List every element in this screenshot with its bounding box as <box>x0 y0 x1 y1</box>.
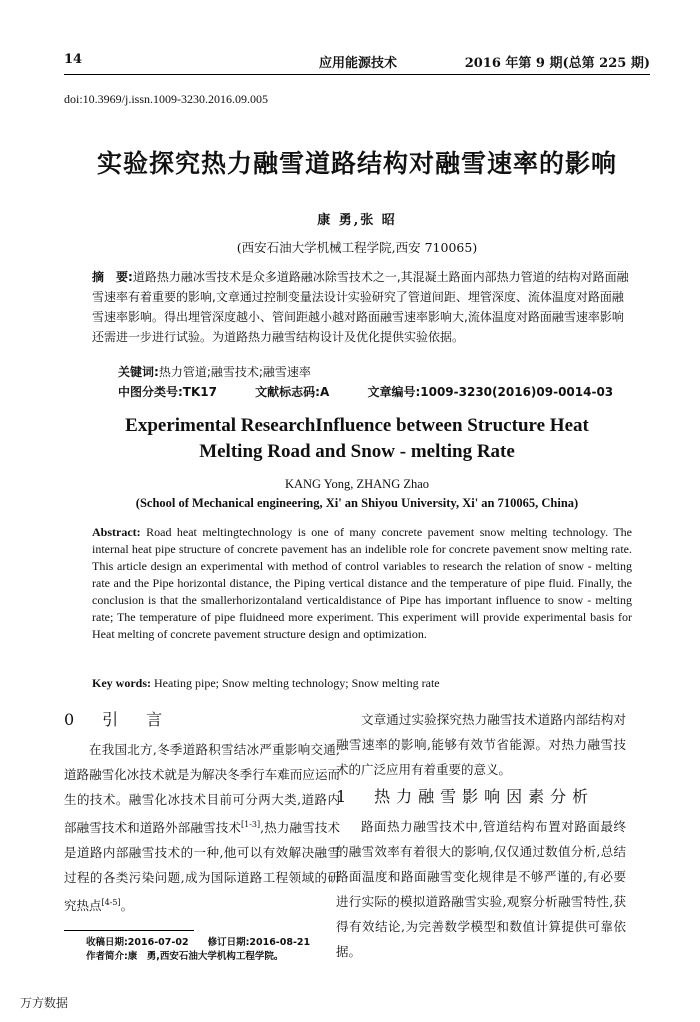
cn-authors: 康 勇,张 昭 <box>317 213 397 228</box>
citation-1-3: [1-3] <box>241 820 261 829</box>
footnote-rule <box>64 930 194 931</box>
footnote <box>86 936 310 964</box>
en-affiliation: (School of Mechanical engineering, Xi' an Shiyou University, Xi' an 710065, China) <box>135 496 579 510</box>
body-left-column <box>64 707 340 918</box>
doi: doi:10.3969/j.issn.1009-3230.2016.09.005 <box>64 92 269 106</box>
sec0-text-b: ,热力融雪技术是道路内部融雪技术的一种,他可以有效解决融雪过程的各类污染问题,成为国际道路工程领域的研究热点 <box>64 820 340 914</box>
cn-abstract <box>92 267 632 347</box>
footnote-author-bio: 作者简介:康 勇,西安石油大学机构工程学院。 <box>86 951 284 962</box>
footnote-dates: 收稿日期:2016-07-02 修订日期:2016-08-21 <box>86 937 311 948</box>
cn-abstract-text: 道路热力融冰雪技术是众多道路融冰除雪技术之一,其混凝土路面内部热力管道的结构对路面融雪速率有着重要的影响,文章通过控制变量法设计实验研究了管道间距、埋管深度、流体温度对路面融雪速率影响。得出埋管深度越小、管间距越小越对路面融雪速率影响大,流体温度对路面融雪速率影响还需进一步进行试验。为道路热力融雪结构设计及优化提供实验依据。 <box>92 270 629 344</box>
section-1-paragraph: 路面热力融雪技术中,管道结构布置对路面最终的融雪效率有着很大的影响,仅仅通过数值分析,总结路面温度和路面融雪变化规律是不够严谨的,有必要进行实际的模拟道路融雪实验,观察分析融雪特性,获得有效结论,为完善数学模型和数值计算提供可靠依据。 <box>336 819 626 959</box>
en-abstract-label: Abstract: <box>92 525 141 539</box>
cn-keywords-text: 热力管道;融雪技术;融雪速率 <box>158 365 311 379</box>
classification-line <box>118 383 647 400</box>
header-rule <box>64 74 650 75</box>
en-abstract <box>92 524 632 643</box>
page-number: 14 <box>64 52 83 67</box>
section-0-paragraph-2: 文章通过实验探究热力融雪技术道路内部结构对融雪速率的影响,能够有效节省能源。对热力融雪技术的广泛应用有着重要的意义。 <box>336 712 626 777</box>
footer-watermark: 万方数据 <box>20 996 69 1010</box>
en-title-line2: Melting Road and Snow - melting Rate <box>199 441 515 462</box>
cn-keywords <box>118 363 311 380</box>
citation-4-5: [4-5] <box>101 898 121 908</box>
section-0-paragraph <box>64 737 340 918</box>
en-abstract-text: Road heat meltingtechnology is one of many concrete pavement snow melting technology. The internal heat pipe structure of concrete pavement has an indelible role for concrete pavement snow melting rate. This article design an experimental with method of control variables to research the relation of snow - melting rate and the Pipe horizontal distance, the Piping vertical distance and the temperature of pipe fluid. Finally, the conclusion is that the smallerhorizontaland verticaldistance of Pipe has important influence to snow - melting rate; The temperature of pipe fluidneed more experiment. This experiment will provide experimental basis for Heat melting of concrete pavement structure design and optimization. <box>92 525 633 641</box>
en-keywords <box>92 676 440 691</box>
running-header <box>64 52 650 72</box>
cn-title: 实验探究热力融雪道路结构对融雪速率的影响 <box>96 149 617 178</box>
en-keywords-label: Key words: <box>92 676 151 690</box>
section-0-heading: 0 引 言 <box>64 710 169 729</box>
en-title-line1: Experimental ResearchInfluence between Structure Heat <box>125 415 589 436</box>
sec0-text-c: 。 <box>120 898 134 914</box>
issue-info: 2016 年第 9 期(总第 225 期) <box>464 56 650 71</box>
clc-number: 中图分类号:TK17 <box>118 385 217 399</box>
article-number: 文章编号:1009-3230(2016)09-0014-03 <box>367 385 614 399</box>
sec0-text-a: 在我国北方,冬季道路积雪结冰严重影响交通,道路融雪化冰技术就是为解决冬季行车难而应运而生的技术。融雪化冰技术目前可分两大类,道路内部融雪技术和道路外部融雪技术 <box>64 742 340 836</box>
cn-keywords-label: 关键词: <box>118 365 159 379</box>
journal-name: 应用能源技术 <box>319 56 398 71</box>
en-authors: KANG Yong, ZHANG Zhao <box>284 477 430 491</box>
en-title <box>64 413 650 465</box>
en-keywords-text: Heating pipe; Snow melting technology; Snow melting rate <box>154 676 440 690</box>
cn-affiliation: (西安石油大学机械工程学院,西安 710065) <box>236 240 478 255</box>
cn-abstract-label: 摘 要: <box>92 270 133 284</box>
section-1-heading: 1 热力融雪影响因素分析 <box>336 787 595 806</box>
doc-code: 文献标志码:A <box>255 385 330 399</box>
body-right-column <box>336 707 626 964</box>
